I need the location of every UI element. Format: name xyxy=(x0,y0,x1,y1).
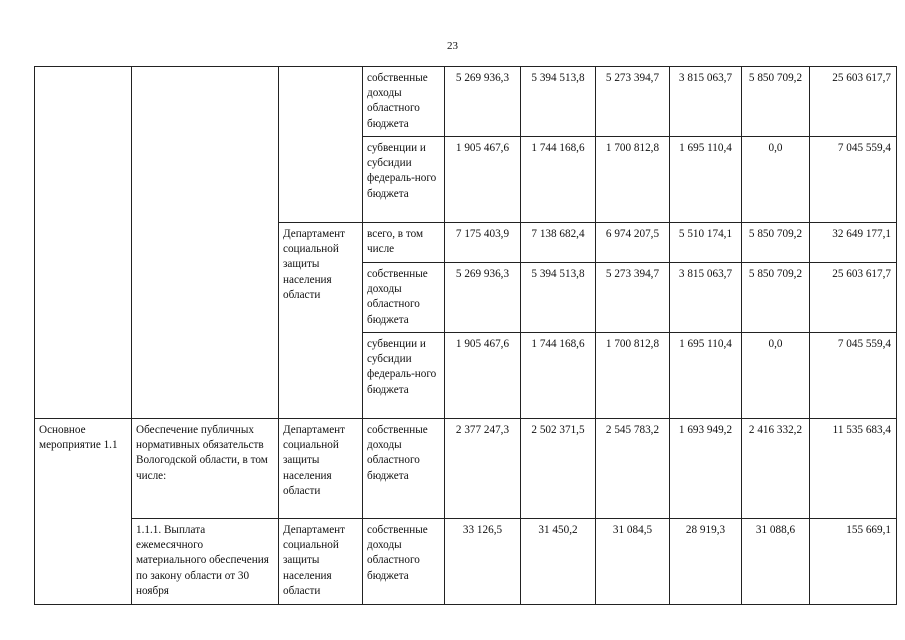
source-cell: субвенции и субсидии федераль-ного бюджета xyxy=(363,137,445,223)
total-cell: 25 603 617,7 xyxy=(810,67,897,137)
value-cell: 5 510 174,1 xyxy=(670,223,742,263)
total-cell: 11 535 683,4 xyxy=(810,419,897,519)
value-cell: 1 700 812,8 xyxy=(596,137,670,223)
value-cell: 5 850 709,2 xyxy=(742,223,810,263)
source-cell: собственные доходы областного бюджета xyxy=(363,519,445,605)
value-cell: 1 693 949,2 xyxy=(670,419,742,519)
value-cell: 5 850 709,2 xyxy=(742,263,810,333)
value-cell: 31 084,5 xyxy=(596,519,670,605)
source-cell: всего, в том числе xyxy=(363,223,445,263)
executor-cell: Департамент социальной защиты населения области xyxy=(279,223,363,419)
value-cell: 1 905 467,6 xyxy=(445,333,521,419)
value-cell: 31 088,6 xyxy=(742,519,810,605)
name-cell: Обеспечение публичных нормативных обязательств Вологодской области, в том числе: xyxy=(132,419,279,519)
value-cell: 5 273 394,7 xyxy=(596,263,670,333)
value-cell: 5 394 513,8 xyxy=(521,67,596,137)
value-cell: 1 700 812,8 xyxy=(596,333,670,419)
value-cell: 28 919,3 xyxy=(670,519,742,605)
table-row xyxy=(35,419,897,519)
source-cell: субвенции и субсидии федераль-ного бюджета xyxy=(363,333,445,419)
value-cell: 3 815 063,7 xyxy=(670,67,742,137)
value-cell: 2 377 247,3 xyxy=(445,419,521,519)
source-cell: собственные доходы областного бюджета xyxy=(363,419,445,519)
value-cell: 2 502 371,5 xyxy=(521,419,596,519)
value-cell: 33 126,5 xyxy=(445,519,521,605)
value-cell: 7 175 403,9 xyxy=(445,223,521,263)
value-cell: 5 269 936,3 xyxy=(445,67,521,137)
value-cell: 0,0 xyxy=(742,333,810,419)
total-cell: 32 649 177,1 xyxy=(810,223,897,263)
status-cell xyxy=(35,67,132,419)
page-number: 23 xyxy=(447,40,458,52)
value-cell: 31 450,2 xyxy=(521,519,596,605)
value-cell: 1 695 110,4 xyxy=(670,333,742,419)
value-cell: 2 545 783,2 xyxy=(596,419,670,519)
table-row xyxy=(35,67,897,137)
total-cell: 7 045 559,4 xyxy=(810,333,897,419)
total-cell: 7 045 559,4 xyxy=(810,137,897,223)
value-cell: 7 138 682,4 xyxy=(521,223,596,263)
value-cell: 3 815 063,7 xyxy=(670,263,742,333)
executor-cell xyxy=(279,67,363,223)
value-cell: 5 269 936,3 xyxy=(445,263,521,333)
value-cell: 2 416 332,2 xyxy=(742,419,810,519)
status-cell: Основное мероприятие 1.1 xyxy=(35,419,132,605)
executor-cell: Департамент социальной защиты населения области xyxy=(279,419,363,519)
total-cell: 25 603 617,7 xyxy=(810,263,897,333)
executor-cell: Департамент социальной защиты населения области xyxy=(279,519,363,605)
budget-table xyxy=(34,66,897,605)
source-cell: собственные доходы областного бюджета xyxy=(363,67,445,137)
value-cell: 5 273 394,7 xyxy=(596,67,670,137)
value-cell: 0,0 xyxy=(742,137,810,223)
table-row xyxy=(35,519,897,605)
name-cell xyxy=(132,67,279,419)
value-cell: 1 695 110,4 xyxy=(670,137,742,223)
total-cell: 155 669,1 xyxy=(810,519,897,605)
name-cell: 1.1.1. Выплата ежемесячного материального обеспечения по закону области от 30 ноября xyxy=(132,519,279,605)
value-cell: 6 974 207,5 xyxy=(596,223,670,263)
value-cell: 5 850 709,2 xyxy=(742,67,810,137)
value-cell: 1 744 168,6 xyxy=(521,333,596,419)
value-cell: 1 905 467,6 xyxy=(445,137,521,223)
value-cell: 5 394 513,8 xyxy=(521,263,596,333)
value-cell: 1 744 168,6 xyxy=(521,137,596,223)
source-cell: собственные доходы областного бюджета xyxy=(363,263,445,333)
